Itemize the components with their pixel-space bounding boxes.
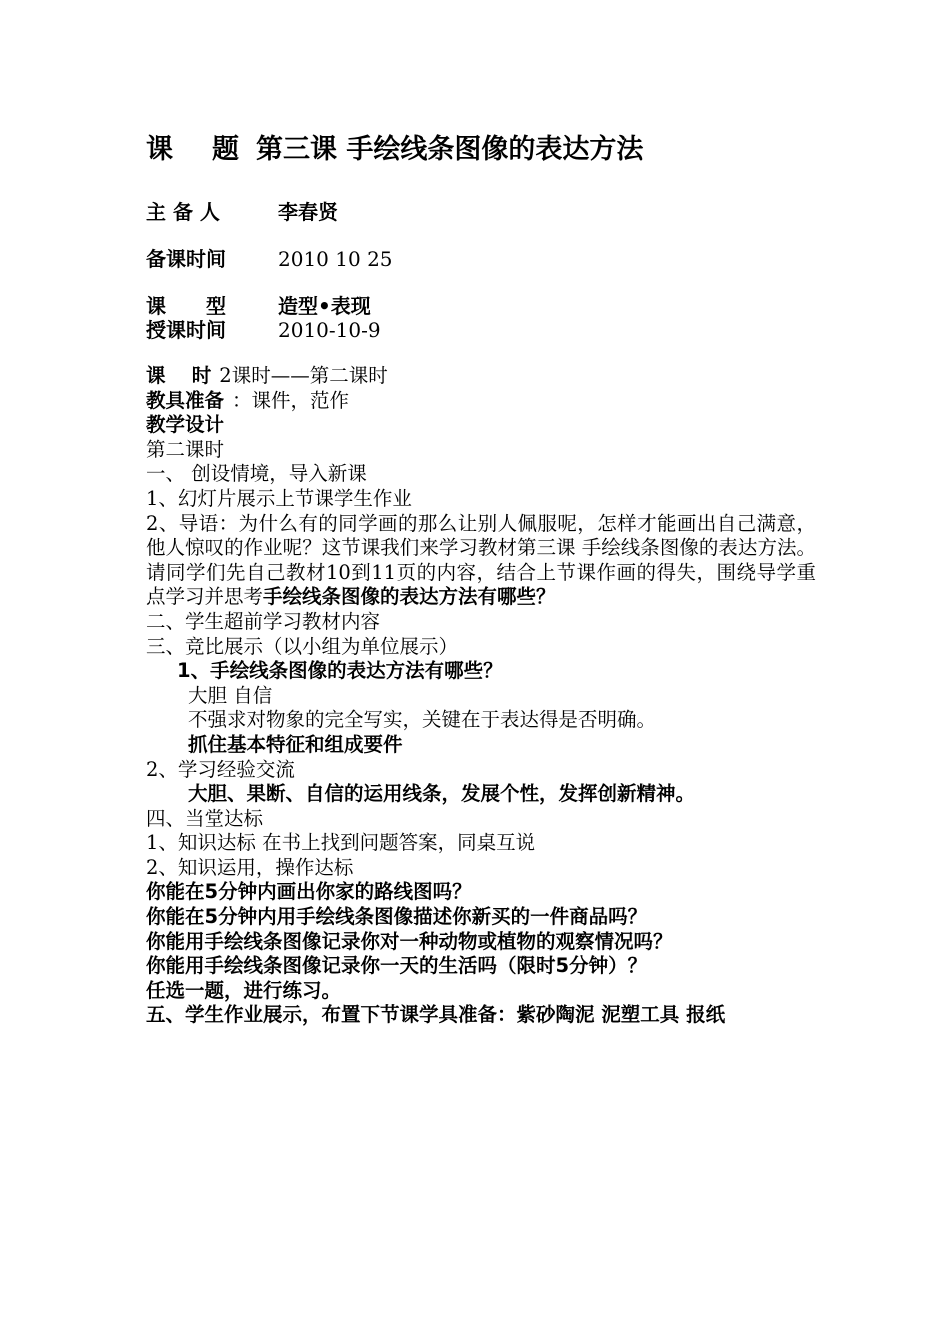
preparer-label: 主 备 人: [146, 200, 220, 224]
tools-value: ：课件，范作: [232, 388, 350, 412]
section-2-heading: 二、学生超前学习教材内容: [146, 609, 381, 633]
section-1-heading: 一、 创设情境，导入新课: [146, 462, 367, 486]
title-label: 课 题: [146, 134, 245, 165]
type-value: 造型•表现: [278, 294, 371, 318]
type-label: 课 型: [146, 294, 226, 318]
teach-time-value: 2010-10-9: [278, 318, 381, 342]
exercise-question-4: 你能用手绘线条图像记录你一天的生活吗（限时5分钟）？: [146, 954, 648, 978]
section-3-answer-2: 不强求对物象的完全写实，关键在于表达得是否明确。: [188, 708, 657, 732]
period-line: [146, 364, 816, 389]
period-value: 2课时——第二课时: [219, 364, 388, 387]
meta-prep-time: [146, 247, 816, 271]
section-3-item-2-answer: 大胆、果断、自信的运用线条，发展个性，发挥创新精神。: [188, 782, 696, 806]
section-1-item-2: [146, 512, 816, 610]
exercise-question-2: 你能在5分钟内用手绘线条图像描述你新买的一件商品吗？: [146, 905, 648, 929]
lesson-body: [146, 364, 816, 1028]
section-4-item-1: 1、知识达标 在书上找到问题答案，同桌互说: [146, 831, 536, 855]
preparer-value: 李春贤: [278, 200, 338, 224]
design-heading: 教学设计: [146, 413, 225, 437]
section-5-heading: 五、学生作业展示，布置下节课学具准备：紫砂陶泥 泥塑工具 报纸: [146, 1003, 726, 1027]
exercise-instruction: 任选一题，进行练习。: [146, 978, 342, 1002]
meta-preparer: [146, 200, 816, 224]
lesson-title: [146, 130, 816, 170]
intro-text: 2、导语：为什么有的同学画的那么让别人佩服呢，怎样才能画出自己满意，他人惊叹的作业呢？这节课我们来学习教材第三课 手绘线条图像的表达方法。请同学们先自己教材10到11页的内容，结合上节课作画的得失，围绕导学重点学习并思考: [146, 511, 816, 609]
intro-question: 手绘线条图像的表达方法有哪些？: [263, 585, 556, 609]
tools-line: [146, 389, 816, 414]
tools-label: 教具准备: [146, 388, 225, 412]
section-4-heading: 四、当堂达标: [146, 806, 264, 830]
exercise-question-1: 你能在5分钟内画出你家的路线图吗？: [146, 880, 472, 904]
meta-teach-time: [146, 318, 816, 342]
prep-time-label: 备课时间: [146, 247, 226, 271]
period-label: 课 时: [146, 364, 212, 387]
section-3-item-2: 2、学习经验交流: [146, 757, 295, 781]
lesson-plan-page: [146, 130, 816, 1028]
section-3-answer-3: 抓住基本特征和组成要件: [188, 732, 403, 756]
prep-time-value: 2010 10 25: [278, 247, 393, 271]
meta-type: [146, 294, 816, 318]
section-3-answer-1: 大胆 自信: [188, 683, 273, 707]
exercise-question-3: 你能用手绘线条图像记录你对一种动物或植物的观察情况吗？: [146, 929, 673, 953]
second-period-heading: 第二课时: [146, 437, 225, 461]
section-1-item-1: 1、幻灯片展示上节课学生作业: [146, 486, 412, 510]
section-3-heading: 三、竞比展示（以小组为单位展示）: [146, 634, 459, 658]
section-4-item-2: 2、知识运用，操作达标: [146, 855, 354, 879]
title-text: 第三课 手绘线条图像的表达方法: [256, 134, 644, 165]
teach-time-label: 授课时间: [146, 318, 226, 342]
section-3-question: 1、手绘线条图像的表达方法有哪些？: [177, 659, 503, 683]
